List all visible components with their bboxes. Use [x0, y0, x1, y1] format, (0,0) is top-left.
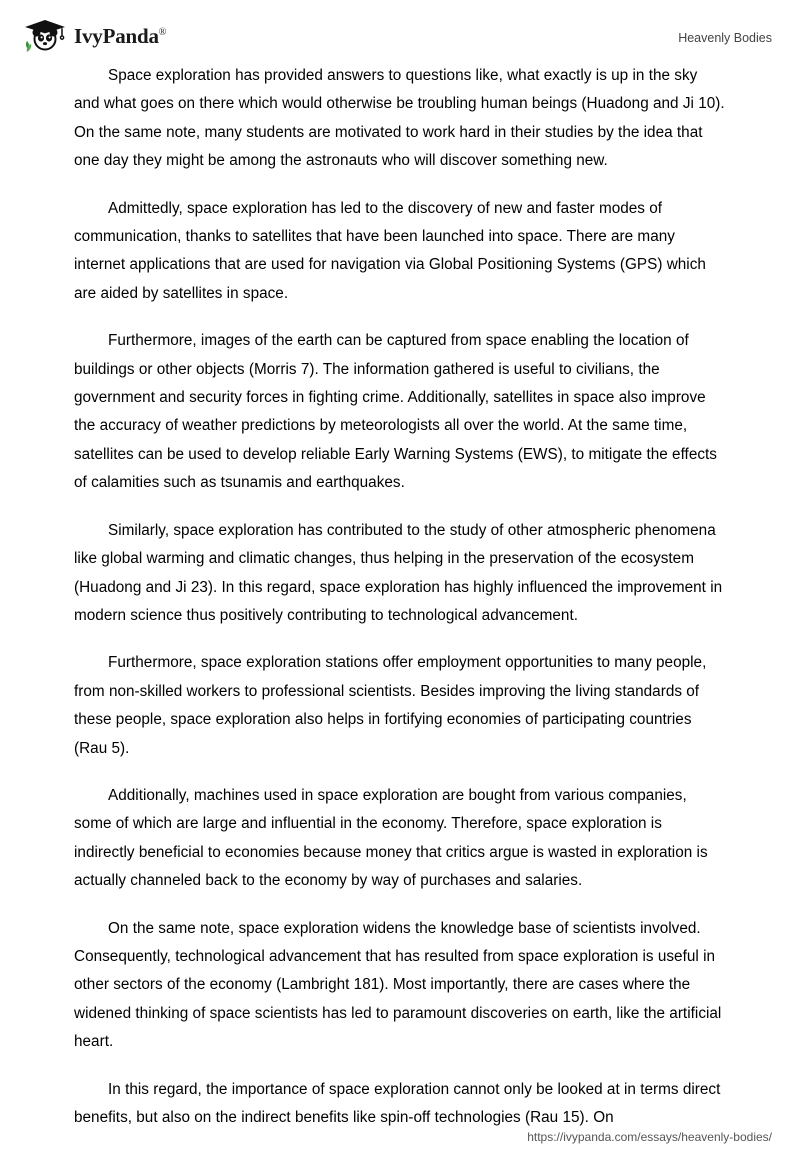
page-footer	[0, 1128, 800, 1146]
page-header	[0, 0, 800, 58]
paragraph: Admittedly, space exploration has led to the discovery of new and faster modes of communication, thanks to satellites that have been launched into space. There are many internet applications that are used for navigation via Global Positioning Systems (GPS) which are aided by satellites in space.	[74, 199, 706, 302]
registered-mark: ®	[158, 26, 167, 38]
paragraph: Similarly, space exploration has contributed to the study of other atmospheric phenomena like global warming and climatic changes, thus helping in the preservation of the ecosystem (Huadong and Ji 23). In this regard, space exploration has highly influenced the improvement in modern science thus positively contributing to technological advancement.	[74, 521, 723, 624]
document-body	[74, 62, 726, 1151]
brand[interactable]	[24, 19, 166, 53]
running-head: Heavenly Bodies	[678, 31, 772, 45]
graduation-cap-panda-logo-icon	[24, 19, 66, 53]
paragraph: Space exploration has provided answers to questions like, what exactly is up in the sky and what goes on there which would otherwise be troubling human beings (Huadong and Ji 10). On the same note, many students are motivated to work hard in their studies by the idea that one day they might be among the astronauts who will discover something new.	[74, 67, 725, 170]
paragraph: Furthermore, space exploration stations offer employment opportunities to many people, from non-skilled workers to professional scientists. Besides improving the living standards of these people, space exploration also helps in fortifying economies of participating countries (Rau 5).	[74, 654, 707, 757]
paragraph: On the same note, space exploration widens the knowledge base of scientists involved. Consequently, technological advancement that has resulted from space exploration is useful in other sectors of the economy (Lambright 181). Most importantly, there are cases where the widened thinking of space scientists has led to paramount discoveries on earth, like the artificial heart.	[74, 919, 722, 1051]
paragraph: Additionally, machines used in space exploration are bought from various companies, some of which are large and influential in the economy. Therefore, space exploration is indirectly beneficial to economies because money that critics argue is wasted in exploration is actually channeled back to the economy by way of purchases and salaries.	[74, 786, 708, 890]
paragraph: In this regard, the importance of space exploration cannot only be looked at in terms direct benefits, but also on the indirect benefits like spin-off technologies (Rau 15). On	[74, 1080, 721, 1126]
paragraph: Furthermore, images of the earth can be captured from space enabling the location of buildings or other objects (Morris 7). The information gathered is useful to civilians, the government and security forces in fighting crime. Additionally, satellites in space also improve the accuracy of weather predictions by meteorologists all over the world. At the same time, satellites can be used to develop reliable Early Warning Systems (EWS), to mitigate the effects of calamities such as tsunamis and earthquakes.	[74, 332, 717, 492]
brand-name: IvyPanda®	[74, 23, 167, 48]
source-url[interactable]: https://ivypanda.com/essays/heavenly-bodies/	[527, 1130, 772, 1144]
